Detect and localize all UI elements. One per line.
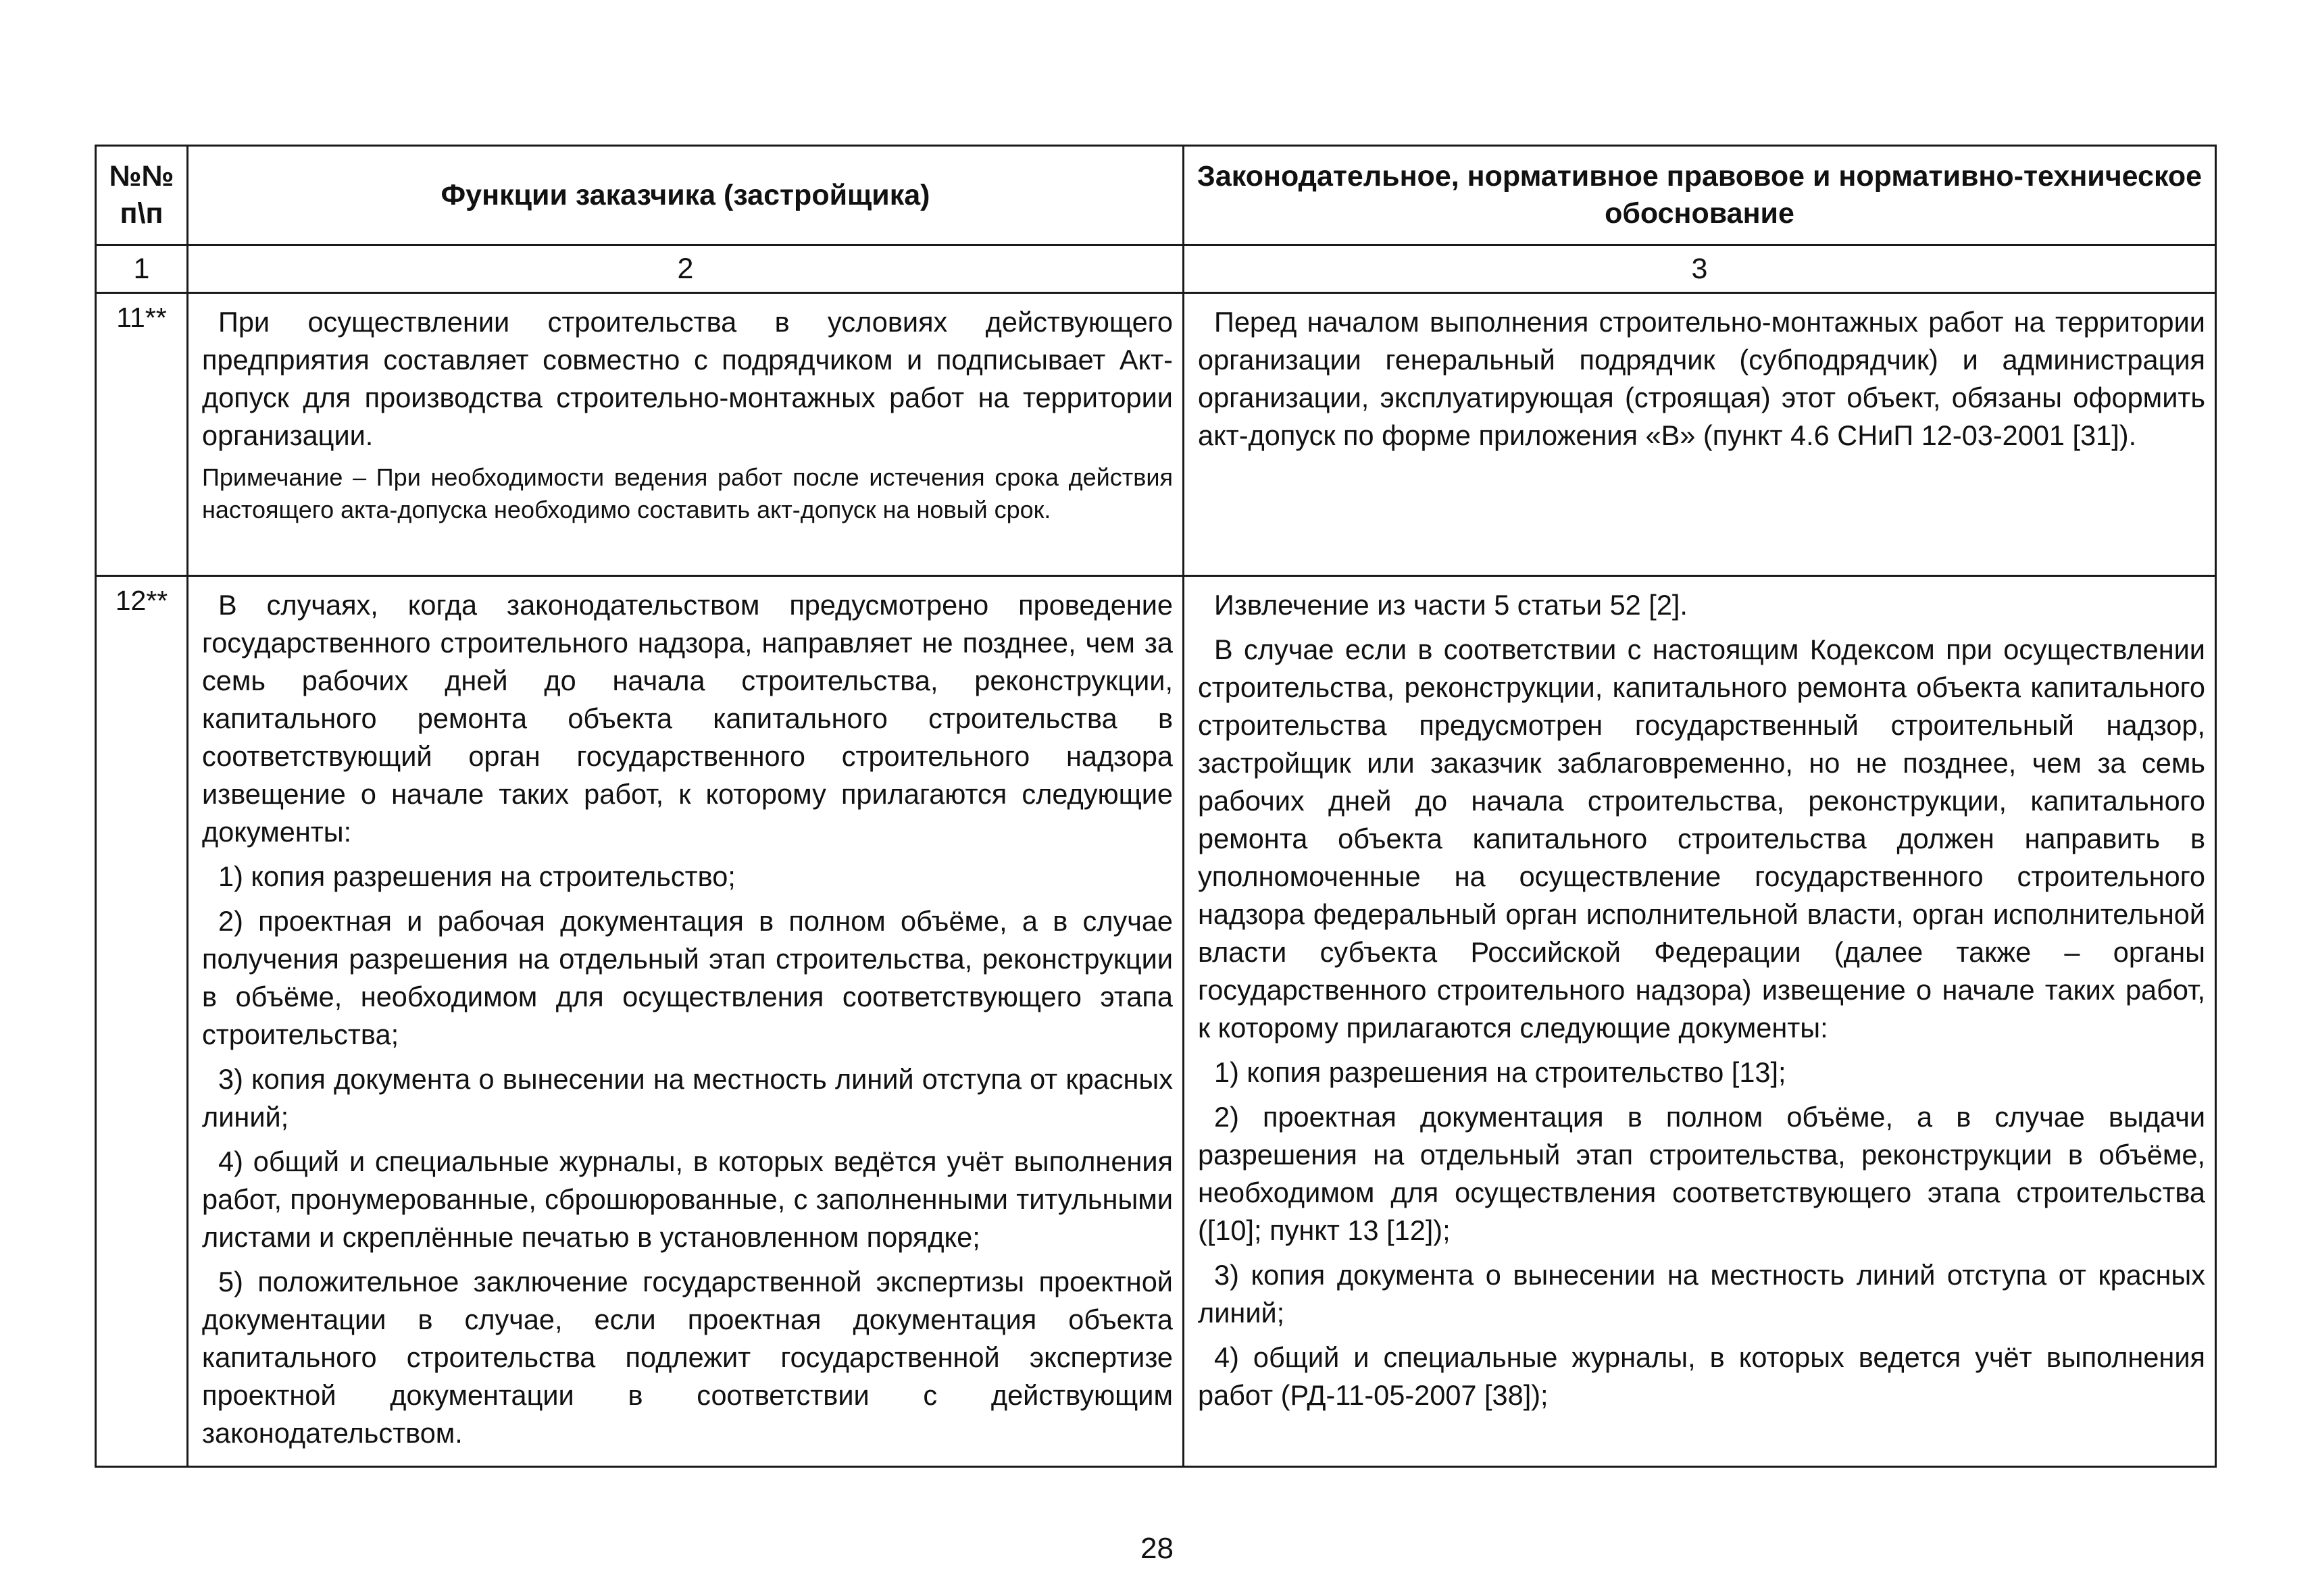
regulation-table — [95, 145, 2217, 1468]
functions-cell — [188, 576, 1184, 1467]
basis-list-item: 2) проектная документация в полном объёме, а в случае выдачи разрешения на отдельный этап строительства, реконструкции в объёме, необходимом для осуществления соответствующего этапа строительства ([10]; пункт 13 [12]); — [1198, 1101, 2205, 1246]
basis-cell — [1184, 293, 2216, 576]
column-number-row — [96, 245, 2216, 293]
table-row — [96, 293, 2216, 576]
functions-list-item: 4) общий и специальные журналы, в которых ведётся учёт выполнения работ, пронумерованные, сброшюрованные, с заполненными титульными листами и скреплённые печатью в установленном порядке; — [202, 1145, 1173, 1253]
basis-paragraph: Извлечение из части 5 статьи 52 [2]. — [1214, 589, 1688, 621]
functions-list-item: 3) копия документа о вынесении на местность линий отступа от красных линий; — [202, 1063, 1173, 1133]
functions-paragraph: При осуществлении строительства в условиях действующего предприятия составляет совместно с подрядчиком и подписывает Акт-допуск для производства строительно-монтажных работ на территории организации. — [202, 306, 1173, 451]
column-number-3: 3 — [1184, 245, 2216, 293]
functions-cell — [188, 293, 1184, 576]
header-functions: Функции заказчика (застройщика) — [188, 146, 1184, 245]
header-number: №№ п\п — [96, 146, 188, 245]
basis-list-item: 3) копия документа о вынесении на местность линий отступа от красных линий; — [1198, 1259, 2205, 1329]
table-row — [96, 576, 2216, 1467]
basis-paragraph: В случае если в соответствии с настоящим Кодексом при осуществлении строительства, реконструкции, капитального ремонта объекта капитального строительства предусмотрен государственный строительный надзор, застройщик или заказчик заблаговременно, но не позднее, чем за семь рабочих дней до начала строительства, реконструкции, капитального ремонта объекта капитального строительства должен направить в уполномоченные на осуществление государственного строительного надзора федеральный орган исполнительной власти, орган исполнительной власти субъекта Российской Федерации (далее также – органы государственного строительного надзора) извещение о начале таких работ, к которому прилагаются следующие документы: — [1198, 634, 2205, 1044]
basis-list-item: 1) копия разрешения на строительство [13]; — [1214, 1056, 1786, 1088]
header-basis: Законодательное, нормативное правовое и нормативно-техническое обоснование — [1184, 146, 2216, 245]
basis-cell — [1184, 576, 2216, 1467]
table-header-row — [96, 146, 2216, 245]
column-number-2: 2 — [188, 245, 1184, 293]
column-number-1: 1 — [96, 245, 188, 293]
basis-list-item: 4) общий и специальные журналы, в которых ведется учёт выполнения работ (РД-11-05-2007 [38]); — [1198, 1341, 2205, 1411]
functions-list-item: 2) проектная и рабочая документация в полном объёме, а в случае получения разрешения на отдельный этап строительства, реконструкции в объёме, необходимом для осуществления соответствующего этапа строительства; — [202, 905, 1173, 1050]
row-number: 12** — [96, 576, 188, 1467]
basis-paragraph: Перед началом выполнения строительно-монтажных работ на территории организации генеральный подрядчик (субподрядчик) и администрация организации, эксплуатирующая (строящая) этот объект, обязаны оформить акт-допуск по форме приложения «В» (пункт 4.6 СНиП 12-03-2001 [31]). — [1198, 306, 2205, 451]
functions-list-item: 1) копия разрешения на строительство; — [218, 860, 736, 892]
page-number: 28 — [1140, 1532, 1174, 1565]
functions-paragraph: В случаях, когда законодательством предусмотрено проведение государственного строительного надзора, направляет не позднее, чем за семь рабочих дней до начала строительства, реконструкции, капитального ремонта объекта капитального строительства в соответствующий орган государственного строительного надзора извещение о начале таких работ, к которому прилагаются следующие документы: — [202, 589, 1173, 848]
row-number: 11** — [96, 293, 188, 576]
note-text: Примечание – При необходимости ведения работ после истечения срока действия настоящего акта-допуска необходимо составить акт-допуск на новый срок. — [202, 463, 1173, 523]
functions-list-item: 5) положительное заключение государственной экспертизы проектной документации в случае, если проектная документация объекта капитального строительства подлежит государственной экспертизе проектной документации в соответствии с действующим законодательством. — [202, 1266, 1173, 1449]
